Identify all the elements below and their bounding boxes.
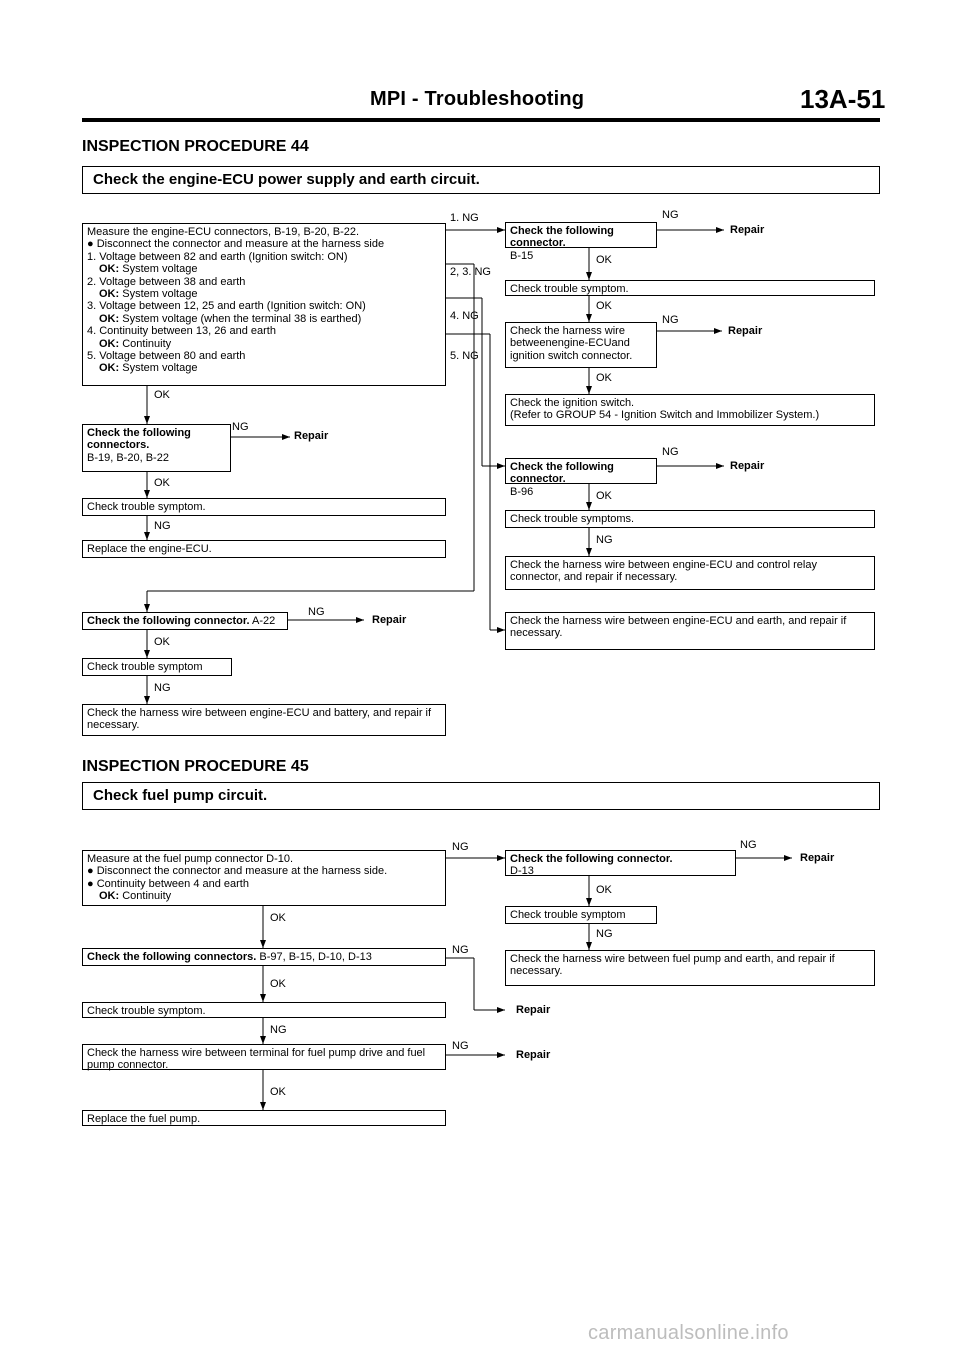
measure-item-3: 3. Voltage between 12, 25 and earth (Ignition switch: ON) bbox=[87, 300, 366, 313]
label-ng: NG bbox=[662, 314, 679, 326]
measure-engine-ecu-box bbox=[82, 223, 446, 386]
branch-label-2-3-ng: 2, 3. NG bbox=[450, 266, 491, 278]
check-connectors-b19-box bbox=[82, 424, 231, 472]
label-ng: NG bbox=[662, 209, 679, 221]
label-ng: NG bbox=[232, 421, 249, 433]
check-ignition-switch-box: Check the ignition switch. (Refer to GROUP 54 - Ignition Switch and Immobilizer System.) bbox=[505, 394, 875, 426]
procedure-45-banner: Check fuel pump circuit. bbox=[82, 782, 880, 810]
page-number: 13A-51 bbox=[800, 84, 886, 114]
repair-label: Repair bbox=[728, 325, 763, 337]
measure-item-5: 5. Voltage between 80 and earth bbox=[87, 350, 246, 363]
measure-line-1: Measure the engine-ECU connectors, B-19, B-20, B-22. bbox=[87, 226, 360, 238]
label-ng: NG bbox=[596, 928, 613, 940]
label-ng: NG bbox=[452, 944, 469, 956]
repair-label: Repair bbox=[730, 460, 765, 472]
check-trouble-symptom-box: Check trouble symptom bbox=[82, 658, 232, 676]
check-harness-battery-box: Check the harness wire between engine-ECU and battery, and repair if necessary. bbox=[82, 704, 446, 736]
check-connector-d13-box: Check the following connector. D-13 bbox=[505, 850, 736, 876]
branch-label-1-ng: 1. NG bbox=[450, 212, 479, 224]
measure-item-5-ok: OK: System voltage bbox=[99, 362, 198, 375]
measure-item-3-ok: OK: System voltage (when the terminal 38 is earthed) bbox=[99, 312, 362, 325]
label-ok: OK bbox=[596, 254, 612, 266]
label-ok: OK bbox=[154, 636, 170, 648]
branch-label-5-ng: 5. NG bbox=[450, 350, 479, 362]
watermark: carmanualsonline.info bbox=[588, 1322, 789, 1344]
label-ng: NG bbox=[452, 1040, 469, 1052]
measure-line-2: ● Disconnect the connector and measure at the harness side bbox=[87, 238, 385, 251]
repair-label: Repair bbox=[372, 614, 407, 626]
label-ng: NG bbox=[596, 534, 613, 546]
measure-item-2-ok: OK: System voltage bbox=[99, 288, 198, 301]
check-trouble-symptom-box: Check trouble symptom bbox=[505, 906, 657, 924]
label-ok: OK bbox=[154, 477, 170, 489]
label-ng: NG bbox=[452, 841, 469, 853]
check-harness-pump-earth-box: Check the harness wire between fuel pump and earth, and repair if necessary. bbox=[505, 950, 875, 986]
check-harness-relay-box: Check the harness wire between engine-ECU and control relay connector, and repair if necessary. bbox=[505, 556, 875, 590]
repair-label: Repair bbox=[294, 430, 329, 442]
check-harness-ignition-box: Check the harness wire betweenengine-ECUand ignition switch connector. bbox=[505, 322, 657, 368]
check-harness-drive-box: Check the harness wire between terminal for fuel pump drive and fuel pump connector. bbox=[82, 1044, 446, 1070]
procedure-44-banner: Check the engine-ECU power supply and earth circuit. bbox=[82, 166, 880, 194]
procedure-45-heading: INSPECTION PROCEDURE 45 bbox=[82, 758, 309, 775]
label-ok: OK bbox=[596, 884, 612, 896]
label-ok: OK bbox=[154, 389, 170, 401]
repair-label: Repair bbox=[800, 852, 835, 864]
label-ng: NG bbox=[270, 1024, 287, 1036]
check-connector-b15-box: Check the following connector. B-15 bbox=[505, 222, 657, 248]
check-trouble-symptom-box: Check trouble symptom. bbox=[82, 498, 446, 516]
measure-fuel-pump-box: Measure at the fuel pump connector D-10. ● Disconnect the connector and measure at the harness side. ● Continuity between 4 and earth OK: Continuity bbox=[82, 850, 446, 906]
check-harness-earth-box: Check the harness wire between engine-ECU and earth, and repair if necessary. bbox=[505, 612, 875, 650]
label-ng: NG bbox=[154, 682, 171, 694]
header-title: MPI - Troubleshooting bbox=[370, 88, 585, 110]
label-ok: OK bbox=[596, 372, 612, 384]
measure-item-2: 2. Voltage between 38 and earth bbox=[87, 275, 246, 288]
check-connectors-b19-list: B-19, B-20, B-22 bbox=[87, 451, 169, 464]
measure-item-4-ok: OK: Continuity bbox=[99, 337, 172, 350]
label-ng: NG bbox=[740, 839, 757, 851]
procedure-44-heading: INSPECTION PROCEDURE 44 bbox=[82, 138, 309, 155]
label-ng: NG bbox=[662, 446, 679, 458]
check-connectors-b19-heading: Check the following connectors. bbox=[87, 427, 191, 452]
repair-label: Repair bbox=[730, 224, 765, 236]
label-ok: OK bbox=[270, 912, 286, 924]
check-connectors-b97-box: Check the following connectors. B-97, B-15, D-10, D-13 bbox=[82, 948, 446, 966]
label-ok: OK bbox=[596, 300, 612, 312]
label-ng: NG bbox=[154, 520, 171, 532]
check-trouble-symptom-box: Check trouble symptom. bbox=[82, 1002, 446, 1018]
branch-label-4-ng: 4. NG bbox=[450, 310, 479, 322]
label-ok: OK bbox=[270, 978, 286, 990]
replace-fuel-pump-box: Replace the fuel pump. bbox=[82, 1110, 446, 1126]
label-ok: OK bbox=[596, 490, 612, 502]
check-trouble-symptoms-box: Check trouble symptoms. bbox=[505, 510, 875, 528]
repair-label: Repair bbox=[516, 1049, 551, 1061]
check-connector-a22-box: Check the following connector. A-22 bbox=[82, 612, 288, 630]
measure-item-1-ok: OK: System voltage bbox=[99, 263, 198, 276]
measure-item-1: 1. Voltage between 82 and earth (Ignition switch: ON) bbox=[87, 250, 348, 263]
replace-engine-ecu-box: Replace the engine-ECU. bbox=[82, 540, 446, 558]
check-trouble-symptom-box: Check trouble symptom. bbox=[505, 280, 875, 296]
check-connector-b96-box: Check the following connector. B-96 bbox=[505, 458, 657, 484]
measure-item-4: 4. Continuity between 13, 26 and earth bbox=[87, 325, 276, 338]
label-ng: NG bbox=[308, 606, 325, 618]
label-ok: OK bbox=[270, 1086, 286, 1098]
repair-label: Repair bbox=[516, 1004, 551, 1016]
